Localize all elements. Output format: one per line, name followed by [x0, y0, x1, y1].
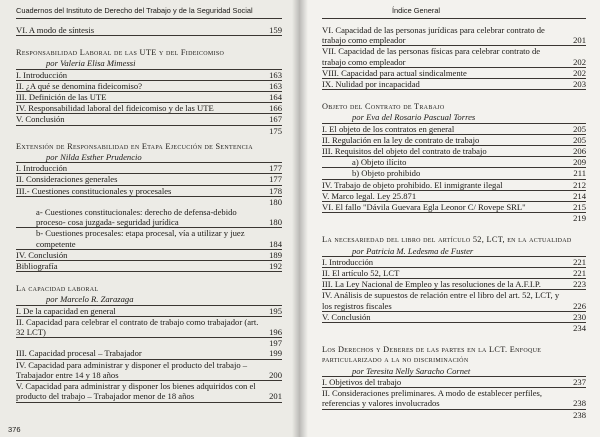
toc-entry	[322, 257, 586, 268]
entry-title: IV. Trabajo de objeto prohibido. El inmigrante ilegal	[322, 179, 503, 190]
entry-page-number: 163	[269, 80, 282, 91]
running-header: Índice General	[392, 6, 441, 15]
entry-page-number: 164	[269, 92, 282, 103]
section-author: por Nilda Esther Prudencio	[16, 152, 282, 163]
toc-entry	[16, 186, 282, 197]
toc-entry	[322, 410, 586, 420]
section-title: La capacidad laboral	[16, 284, 99, 294]
entry-title: VI. A modo de síntesis	[16, 25, 95, 35]
table-of-contents	[322, 25, 586, 420]
toc-entry	[16, 92, 282, 103]
toc-entry	[16, 114, 282, 125]
entry-title: III.- Cuestiones constitucionales y procesales	[16, 185, 172, 196]
entry-page-number: 230	[573, 311, 586, 322]
toc-entry	[16, 163, 282, 174]
spacer	[16, 36, 282, 42]
entry-title: II. El artículo 52, LCT	[322, 268, 400, 279]
spacer	[322, 333, 586, 339]
entry-page-number: 211	[573, 168, 586, 179]
toc-entry	[16, 70, 282, 81]
entry-title: III. Requisitos del objeto del contrato de trabajo	[322, 146, 487, 157]
header-rule	[322, 18, 586, 19]
toc-entry	[16, 126, 282, 136]
entry-title: IV. Análisis de supuestos de relación entre el libro del art. 52, LCT, y los registros fiscales	[322, 290, 560, 311]
toc-entry	[322, 377, 586, 388]
toc-entry	[16, 381, 282, 402]
entry-title: III. Capacidad procesal – Trabajador	[16, 348, 142, 359]
entry-page-number: 195	[269, 305, 282, 316]
entry-page-number: 159	[269, 25, 282, 35]
entry-page-number: 197	[269, 338, 282, 349]
toc-entry	[16, 306, 282, 317]
toc-entry	[16, 228, 282, 249]
table-of-contents	[16, 25, 282, 403]
entry-page-number: 202	[573, 67, 586, 78]
toc-entry	[16, 197, 282, 207]
entry-title: I. De la capacidad en general	[16, 305, 116, 316]
entry-title: IX. Nulidad por incapacidad	[322, 79, 420, 90]
entry-page-number: 189	[269, 249, 282, 260]
section-author: por Eva del Rosario Pascual Torres	[322, 112, 586, 123]
entry-title: IV. Conclusión	[16, 249, 68, 260]
section-author: por Valeria Elisa Mimessi	[16, 58, 282, 69]
entry-page-number: 177	[269, 163, 282, 174]
toc-entry	[16, 250, 282, 261]
section-author: por Patricia M. Ledesma de Fuster	[322, 246, 586, 257]
entry-page-number: 219	[573, 213, 586, 224]
toc-entry	[16, 360, 282, 381]
toc-entry	[16, 174, 282, 185]
entry-title: V. Conclusión	[16, 114, 65, 125]
toc-entry	[16, 81, 282, 92]
section-title: La necesariedad del libro del artículo 52, LCT, en la actualidad	[322, 235, 572, 245]
toc-entry	[322, 124, 586, 135]
entry-page-number: 201	[269, 391, 282, 402]
page-number: 376	[8, 425, 21, 434]
section-title: Objeto del Contrato de Trabajo	[322, 102, 445, 112]
entry-page-number: 237	[573, 376, 586, 387]
entry-page-number: 205	[573, 123, 586, 134]
toc-entry	[322, 68, 586, 79]
entry-page-number: 221	[573, 268, 586, 279]
book-gutter-shadow	[292, 0, 308, 437]
entry-title: V. Conclusión	[322, 311, 371, 322]
entry-title: III. Definición de las UTE	[16, 92, 107, 103]
entry-title: Bibliografía	[16, 261, 58, 272]
toc-entry	[322, 146, 586, 157]
toc-entry	[322, 25, 586, 46]
toc-entry	[322, 213, 586, 223]
section-title: Extensión de Responsabilidad en Etapa Ejecución de Sentencia	[16, 141, 253, 151]
toc-entry	[322, 268, 586, 279]
entry-page-number: 178	[269, 185, 282, 196]
section-title: Responsabilidad Laboral de las UTE y del Fideicomiso	[16, 48, 225, 58]
entry-page-number: 221	[573, 256, 586, 267]
entry-page-number: 238	[573, 398, 586, 409]
entry-title: V. Capacidad para administrar y disponer los bienes adquiridos con el producto del trabajo – Trabajador menor de 18 años	[16, 381, 256, 402]
toc-entry	[322, 46, 586, 67]
entry-page-number: 223	[573, 279, 586, 290]
toc-entry	[322, 191, 586, 202]
entry-title: b) Objeto prohibido	[352, 168, 421, 179]
toc-entry	[322, 168, 586, 179]
entry-title: VI. El fallo "Dávila Guevara Egla Leonor C/ Rovepe SRL"	[322, 202, 526, 213]
entry-page-number: 212	[573, 179, 586, 190]
entry-page-number: 199	[269, 348, 282, 359]
toc-entry	[322, 323, 586, 333]
entry-title: II. Regulación en la ley de contrato de trabajo	[322, 134, 480, 145]
entry-title: VI. Capacidad de las personas jurídicas para celebrar contrato de trabajo como empleador	[322, 25, 545, 46]
entry-page-number: 167	[269, 114, 282, 125]
entry-title: III. La Ley Nacional de Empleo y las resoluciones de la A.F.I.P.	[322, 279, 541, 290]
toc-entry	[16, 207, 282, 228]
entry-page-number: 180	[269, 217, 282, 228]
toc-entry	[322, 135, 586, 146]
entry-page-number: 226	[573, 300, 586, 311]
entry-title: II. ¿A qué se denomina fideicomiso?	[16, 80, 143, 91]
toc-entry	[322, 279, 586, 290]
entry-page-number: 209	[573, 157, 586, 168]
entry-page-number: 201	[573, 35, 586, 46]
entry-page-number: 163	[269, 69, 282, 80]
header-rule	[16, 18, 282, 19]
toc-entry	[322, 157, 586, 168]
entry-title: II. Capacidad para celebrar el contrato de trabajo como trabajador (art. 32 LCT)	[16, 316, 259, 338]
entry-title: b- Cuestiones procesales: etapa procesal, vía a utilizar y juez competente	[36, 228, 245, 249]
entry-page-number: 200	[269, 369, 282, 380]
entry-page-number: 175	[269, 125, 282, 136]
entry-page-number: 202	[573, 56, 586, 67]
entry-page-number: 203	[573, 79, 586, 90]
entry-title: a- Cuestiones constitucionales: derecho de defensa-debido proceso- cosa juzgada- seguridad jurídica	[36, 207, 237, 228]
entry-title: II. Consideraciones generales	[16, 174, 118, 185]
entry-title: II. Consideraciones preliminares. A modo de establecer perfiles, referencias y valores involucrados	[322, 388, 543, 409]
section-author: por Teresita Nelly Saracho Cornet	[322, 366, 586, 377]
toc-entry	[16, 338, 282, 348]
entry-title: V. Marco legal. Ley 25.871	[322, 190, 417, 201]
entry-page-number: 234	[573, 323, 586, 334]
toc-entry	[16, 103, 282, 114]
toc-entry	[322, 312, 586, 323]
entry-title: I. El objeto de los contratos en general	[322, 123, 455, 134]
section-author: por Marcelo R. Zarazaga	[16, 294, 282, 305]
toc-entry	[322, 79, 586, 90]
toc-entry	[16, 317, 282, 338]
section-title: Los Derechos y Deberes de las partes en la LCT. Enfoque particularizado a la no discriminación	[322, 345, 542, 365]
running-header: Cuadernos del Instituto de Derecho del Trabajo y de la Seguridad Social	[16, 6, 253, 15]
entry-page-number: 206	[573, 146, 586, 157]
entry-title: I. Introducción	[322, 256, 374, 267]
toc-entry	[322, 290, 586, 311]
spacer	[322, 223, 586, 229]
entry-title: VIII. Capacidad para actual sindicalmente	[322, 67, 467, 78]
entry-title: a) Objeto ilícito	[352, 157, 407, 168]
toc-entry	[322, 388, 586, 409]
toc-entry	[16, 348, 282, 359]
entry-page-number: 215	[573, 202, 586, 213]
entry-page-number: 205	[573, 134, 586, 145]
toc-entry	[16, 261, 282, 272]
entry-title: VII. Capacidad de las personas físicas para celebrar contrato de trabajo como empleador	[322, 46, 541, 67]
toc-entry	[322, 202, 586, 213]
spacer	[16, 272, 282, 278]
entry-title: I. Introducción	[16, 163, 68, 174]
entry-title: I. Introducción	[16, 69, 68, 80]
entry-page-number: 177	[269, 174, 282, 185]
entry-page-number: 184	[269, 238, 282, 249]
toc-entry	[16, 25, 282, 36]
entry-page-number: 238	[573, 409, 586, 420]
entry-page-number: 180	[269, 196, 282, 207]
entry-page-number: 196	[269, 327, 282, 338]
entry-title: I. Objetivos del trabajo	[322, 376, 402, 387]
right-page	[300, 0, 600, 437]
entry-title: IV. Responsabilidad laboral del fideicomiso y de las UTE	[16, 103, 214, 114]
entry-page-number: 166	[269, 103, 282, 114]
entry-page-number: 192	[269, 261, 282, 272]
entry-title: IV. Capacidad para administrar y disponer el producto del trabajo – Trabajador entre 14 y 18 años	[16, 359, 248, 380]
toc-entry	[322, 180, 586, 191]
spacer	[322, 90, 586, 96]
entry-page-number: 214	[573, 190, 586, 201]
